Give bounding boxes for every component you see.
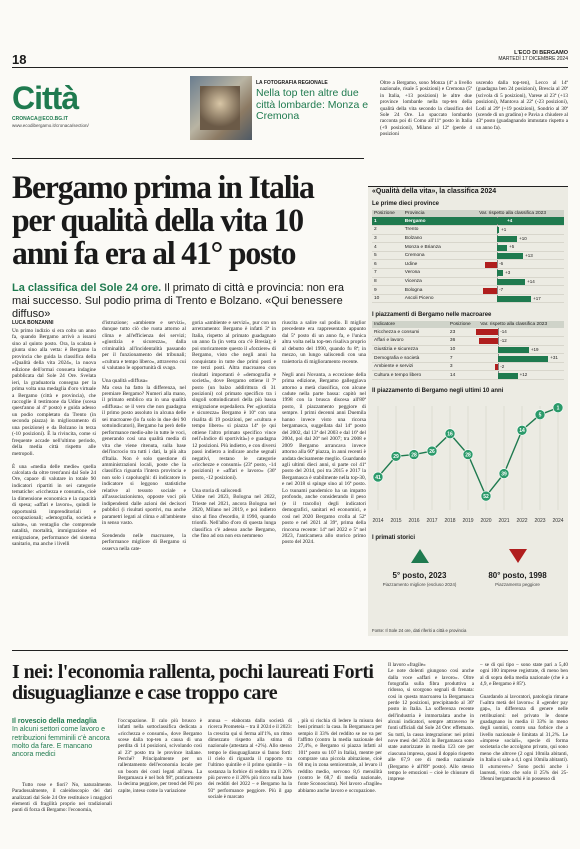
- province-variation-bar: [497, 236, 517, 242]
- deck-text: Il primato di città e provincia: non era mai successo. Sul podio prima di Trento e Bolzano. «Qui benessere diffuso»: [12, 282, 344, 320]
- province-variation-label: +14: [527, 278, 535, 284]
- macro-variation-label: +19: [530, 346, 539, 352]
- macro-position: 23: [448, 328, 478, 337]
- province-variation-label: +5: [509, 244, 515, 250]
- province-variation: [477, 217, 564, 226]
- second-kicker: [12, 718, 112, 759]
- kicker-text: In alcuni settori come lavoro e retribuzioni femminili c'è ancora molto da fare. E mancano ancora medici: [12, 726, 110, 759]
- article-column-2: d'istruzione; «ambiente e servizi», dunque tutto ciò che ruota attorno al clima e all'efficienza dei servizi; «giustizia e sicurezza», dalla criminalità all'incidentalità passando per il funzionamento dei tribunali; «cultura e tempo libero», attraverso cui si valutano le opportunità di svago. Una qualità «diffusa» Ma cosa ha fatto la differenza, nel premiare Bergamo? Numeri alla mano, il primato emblico sta in una qualità «diffusa»: se il vero che non guadagna il primo posto assoluto in alcuna delle sei macroaree (lo fa solo in due dei 90 sottoindicatori), Bergamo ha però delle performance medio-alte in tutte le voci, generando così una qualità media di vita che viene ritenuta, sulla base dell'incrocio tra tutti i dati, la più alta d'Italia. Non è solo questione di amministrazioni locali, poste che la classifica riguarda l'intera provincia e non solo i capoluoghi: di indicatore in indicatore si leggono statistiche relative al tessuto sociale e all'associazionismo, opposte voci più indipendenti dalle azioni dei decisori pubblici (i risultati sportivi, ma anche parametri legati al clima e all'ambiente in senso vasto. Scendendo nelle macroaree, la performance migliore di Bergamo si osserva nella cate-: [102, 320, 186, 552]
- province-row: [372, 243, 564, 252]
- deck-lead: La classifica del Sole 24 ore.: [12, 282, 162, 294]
- col-variation: Var. rispetto alla classifica 2023: [477, 210, 564, 217]
- macro-position: 7: [448, 354, 478, 363]
- ranking-value-label: 28: [465, 452, 471, 459]
- macro-row: [372, 345, 564, 354]
- macro-variation-label: +12: [519, 372, 528, 378]
- ranking-line-chart: [372, 398, 564, 528]
- x-tick-label: 2017: [426, 518, 438, 524]
- macro-variation-bar: [498, 373, 517, 379]
- province-variation-label: +17: [533, 295, 541, 301]
- macro-name: Demografia e società: [372, 354, 448, 363]
- province-variation-bar: [497, 296, 531, 302]
- x-tick-label: 2020: [480, 518, 492, 524]
- macro-name: Giustizia e sicurezza: [372, 345, 448, 354]
- macro-variation-bar: [498, 356, 548, 362]
- macro-row: [372, 328, 564, 337]
- col-province: Provincia: [403, 210, 477, 217]
- province-name: Monza e Brianza: [403, 243, 477, 252]
- macro-position: 14: [448, 371, 478, 380]
- province-variation-label: -7: [499, 287, 504, 293]
- province-variation-label: +10: [519, 235, 527, 241]
- ranking-value-label: 16: [447, 431, 453, 438]
- teaser-column-2: uscendo dalla top-ten), Lecco al 14ª (guadagna ben 24 posizioni), Brescia al 20ª (scivola di 5 posizioni), Varese al 23ª (+13 posizioni), Mantova al 22ª (-23 posizioni), Lodi al 29ª (+19 posizioni), Sondrio al 30ª (scende di un gradino) e Pavia a chiudere al 43ª posto (guadagnando immutato rispetto a un anno fa).: [476, 80, 568, 131]
- macro-variation-label: -12: [500, 338, 507, 344]
- ranking-value-label: 5: [538, 412, 542, 419]
- second-column-3: annua – elaborata dalla società di ricerca Prometeia – tra il 2024 e il 2023: la crescita qui si ferma all'1%, un ritmo dimezzato rispetto alla stima di nazionale (attestata al +2%). Allo stesso tempo le disuguaglianze si fanno forti: il cielo di riguarda il rapporto tra l'ultimo quintile e il primo quintile – in sostanza la forbice di reddito tra il 20% più povero e il 20% più ricco sulla base dei redditi del 2022 – e Bergamo ha la 93ª performance peggiore. Più il gap sociale è marcato: [208, 718, 292, 801]
- province-variation: [477, 234, 564, 243]
- province-position: 3: [372, 234, 403, 243]
- macro-variation: [478, 354, 564, 363]
- macro-name: Cultura e tempo libero: [372, 371, 448, 380]
- first-best: [372, 548, 467, 620]
- ranking-value-label: 52: [483, 493, 489, 500]
- article-column-4: riuscita a salire sul podio. Il miglior precedente era rappresentato appunto dal 5ª posto di un anno fa, e l'unica altra volta nella top-ten risaliva proprio al debutto del 1990, quando fu 8ª; in mezzo, un lungo saliscendi con una traiettoria di miglioramento recente. Negli anni Novanta, a eccezione della prima edizione, Bergamo galleggiava attorno a metà classifica, con alcune cadute nella parte bassa: capitò nel 1998 con la brusca discesa all'80ª posto, il piazzamento peggiore di sempre. I primi decenni anni Duemila hanno invece visto una ricorsa bergamasca, suggellata dal 14ª posto del 2002, dal 13ª del 2003 e dal 16ª del 2004, poi dal 20ª nel 2007; tra 2008 e 2009 Bergamo arrancava invece attorno alla 60ª piazza, in anni recenti è andata decisamente meglio. Guardando agli ultimi dieci anni, si parte col 41ª posto del 2014, poi tra 2015 e 2017 la Bergamasca è stabilmente nella top-30, e nel 2018 si spinge sino al 16ª posto. Lo tsunami pandemico ha un impatto profondo, anche considerando il peso (e il tracollo) degli indicatori demografici, sanitari ed economici, e così nel 2020 Bergamo crolla al 52ª posto e nel 2021 al 39ª, prima della rincorsa recente: 14ª nel 2022 e 5ª nel 2023, l'anticamera allo storico primo posto del 2024.: [282, 320, 366, 546]
- section-title: Città: [12, 80, 79, 116]
- province-name: Vicenza: [403, 277, 477, 286]
- province-name: Cremona: [403, 251, 477, 260]
- x-tick-label: 2014: [372, 518, 384, 524]
- macro-variation-label: -14: [500, 329, 507, 334]
- best-label: Piazzamento migliore (escluso 2024): [382, 582, 457, 587]
- x-tick-label: 2015: [390, 518, 402, 524]
- x-tick-label: 2018: [444, 518, 456, 524]
- province-variation-bar: [497, 218, 505, 224]
- x-tick-label: 2016: [408, 518, 420, 524]
- ranking-value-label: 41: [375, 474, 381, 481]
- second-headline: I nei: l'economia rallenta, pochi laureati Forti disuguaglianze e case troppo care: [12, 661, 374, 704]
- page-number: 18: [12, 52, 27, 67]
- province-variation: [477, 251, 564, 260]
- ranking-value-label: 28: [411, 452, 417, 459]
- province-position: 2: [372, 226, 403, 235]
- province-variation-bar: [497, 270, 503, 276]
- section-email[interactable]: CRONACA@ECO.BG.IT: [12, 116, 68, 122]
- province-row: [372, 251, 564, 260]
- line-chart-title: Il piazzamento di Bergamo negli ultimi 10 anni: [372, 388, 504, 394]
- col-macro-variation: Var. rispetto alla classifica 2023: [478, 321, 564, 328]
- province-position: 8: [372, 277, 403, 286]
- x-tick-label: 2019: [462, 518, 474, 524]
- province-name: Bologna: [403, 286, 477, 295]
- article-deck: [12, 282, 364, 321]
- infobox-title: «Qualità della vita», la classifica 2024: [372, 188, 497, 195]
- provinces-title: Le prime dieci province: [372, 201, 440, 207]
- col-indicator: Indicatore: [372, 321, 448, 328]
- macro-variation-bar: [476, 329, 499, 335]
- macro-variation: [478, 345, 564, 354]
- second-column-4: , più si rischia di ledere la misura dei beni primari: la casa. In Bergamasca per sempio il 33% del reddito se ne va per l'affitto (contro la media nazionale del 27,4%, e Bergamo si piazza infatti al 101ª posto su 107 in Italia), mentre per comprare una piccola abitazione, cioè 60 mq in zona semicentrale, al levaro il reddito medio, servono 8,6 mensilità (contro le 68,7 di media nazionale, fonte Sconosciuta). Nel lavoro «fragile» abbiamo anche lavoro e occupazione.: [298, 718, 382, 794]
- province-variation: [477, 286, 564, 295]
- province-name: Trento: [403, 226, 477, 235]
- macro-variation: [478, 328, 564, 337]
- province-variation-label: +4: [507, 218, 513, 223]
- first-worst: [470, 548, 565, 620]
- province-variation-bar: [485, 262, 497, 268]
- teaser-headline: Nella top ten altre due città lombarde: Monza e Cremona: [256, 87, 369, 122]
- byline: LUCA BONZANNI: [12, 320, 54, 326]
- issue-date: MARTEDÌ 17 DICEMBRE 2024: [498, 56, 568, 62]
- x-tick-label: 2023: [534, 518, 546, 524]
- col-macro-position: Posizione: [448, 321, 478, 328]
- province-variation: [477, 243, 564, 252]
- macro-variation-label: -2: [500, 363, 505, 369]
- province-variation: [477, 260, 564, 269]
- province-position: 6: [372, 260, 403, 269]
- macro-name: Ambiente e servizi: [372, 362, 448, 371]
- triangle-up-icon: [410, 548, 430, 564]
- macro-variation: [478, 337, 564, 346]
- province-variation-label: -6: [499, 261, 504, 267]
- ranking-value-label: 39: [501, 471, 507, 478]
- ranking-value-label: 29: [393, 454, 399, 461]
- province-variation: [477, 277, 564, 286]
- province-position: 9: [372, 286, 403, 295]
- province-row: [372, 286, 564, 295]
- teaser-photo: [190, 76, 252, 140]
- macro-header-row: [372, 321, 564, 328]
- province-row: [372, 260, 564, 269]
- province-variation-label: +3: [505, 270, 511, 276]
- province-variation: [477, 294, 564, 303]
- x-tick-label: 2021: [498, 518, 510, 524]
- paper-name: L'ECO DI BERGAMO: [514, 50, 568, 56]
- macro-position: 3: [448, 362, 478, 371]
- macro-row: [372, 362, 564, 371]
- headline-rule: [12, 158, 364, 159]
- ranking-value-label: 1: [556, 405, 560, 412]
- top-rule: [12, 67, 568, 68]
- ranking-value-label: 14: [519, 428, 525, 435]
- province-variation-bar: [497, 253, 523, 259]
- province-variation-bar: [497, 279, 525, 285]
- kicker-lead: Il rovescio della medaglia: [12, 718, 97, 725]
- macro-variation: [478, 371, 564, 380]
- x-tick-label: 2022: [516, 518, 528, 524]
- province-position: 7: [372, 269, 403, 278]
- firsts-title: I primati storici: [372, 535, 416, 541]
- provinces-header-row: [372, 210, 564, 217]
- macro-row: [372, 354, 564, 363]
- macro-name: Ricchezza e consumi: [372, 328, 448, 337]
- province-position: 4: [372, 243, 403, 252]
- teaser-kicker: LA FOTOGRAFIA REGIONALE: [256, 80, 328, 86]
- province-variation: [477, 226, 564, 235]
- second-column-2: l'occupazione. Il calo più brusco è infatti nella sottoclassifica dedicata a «ricchezza e consumi», dove Bergamo scese dalla top-ten a causa di una perdita di 14 posizioni, scivolando così al 23ª posto tra le province italiane. Perché? Principalmente per un rallentamento dell'economia locale per un boom dei costi legati all'area. La Bergamasca è nel boh 98ª, praticamente la decima peggiore, per trend del Pil pro capite, inteso come la variazione: [118, 718, 202, 794]
- macro-variation-label: +31: [550, 355, 558, 361]
- worst-rank: 80° posto, 1998: [488, 571, 547, 580]
- second-column-1: Tutto rose e fiori? No, naturalmente. Paradossalmente, il caleidoscopio dei dati analizzati dal Sole 24 Ore restituisce i maggiori elementi di fragilità proprio nei tradizionali punti di forza di Bergamo: l'economia,: [12, 782, 112, 814]
- worst-label: Piazzamento peggiore: [495, 582, 540, 587]
- second-column-6: – se di qui tipo – sono state pari a 5,40 ogni 100 imprese registrate, di meno ben al di sopra della media nazionale (che è a 4,9, e Bergamo è 85ª). Guardando ai lavoratori, patologia rimane l'«altra metà del lavoro»: il «gender pay gap», la differenza di genere nelle retribuzioni: nel privato le donne guadagnano in media il 33% in meno degli uomini, contro una forbice che a livello nazionale è limitata al 31,2%. Le «imprese sociali», specie di forma societaria che accolgono privato, qui sono meno che altrove (2 ogni 10mila abitanti, in Italia si sale a 4,1 ogni 10mila abitanti). Il «turnover»? Sono pochi anche i laureati, visto che solo il 25% dei 25-39enni bergamaschi è in possesso di: [480, 662, 568, 783]
- col-position: Posizione: [372, 210, 403, 217]
- section-website[interactable]: www.ecodibergamo.it/cronaca/section/: [12, 123, 89, 128]
- macro-row: [372, 371, 564, 380]
- main-headline: Bergamo prima in Italia per qualità della vita 10 anni fa era al 41° posto: [12, 170, 314, 272]
- macro-position: 10: [448, 345, 478, 354]
- provinces-table: [372, 210, 564, 303]
- province-row: [372, 234, 564, 243]
- macro-row: [372, 337, 564, 346]
- best-rank: 5° posto, 2023: [392, 571, 447, 580]
- province-name: Verona: [403, 269, 477, 278]
- masthead: [498, 50, 568, 62]
- macro-variation-bar: [479, 338, 498, 344]
- source-note: Fonte: Il Sole 24 ore, dati riferiti a città e provincia: [372, 628, 467, 633]
- x-tick-label: 2024: [552, 518, 564, 524]
- province-name: Ascoli Piceno: [403, 294, 477, 303]
- province-name: Bolzano: [403, 234, 477, 243]
- macro-variation-bar: [495, 364, 498, 370]
- macro-variation: [478, 362, 564, 371]
- province-variation: [477, 269, 564, 278]
- article-column-1: Un primo indizio si era colto un anno fa, quando Bergamo arrivò a issarsi sino al quinto posto. Ora, la scalata è giunta sino alla vetta: è Bergamo la provincia che guida la classifica della «Qualità della vita 2024», la nuova edizione dell'ormai consueta indagine pubblicata dal Sole 24 Ore. Svelata ieri, la graduatoria consegna per la prima volta una medaglia d'oro virtuale a Bergamo (città e provincia), che raccoglie il testimone da Udine (scesa quest'anno al 4ª posto) e guida adesso un podio completato da Trento (in seconda piazza) in miglioramento di una posizione) e da Bolzano in terza (-10 posizioni). È la rivincita, come si frequente accade nell'ultimo periodo, della media città rispetto alle metropoli. È una «media delle medie» quella calcolata da oltre trent'anni dal Sole 24 Ore, capace di valutare in totale 90 indicatori ripartiti in sei categorie tematiche: «ricchezza e consumi», cioè la dimensione economica e la capacità di spesa; «affari e lavoro», quindi le opportunità imprenditoriali e occupazionali; «demografia, società e salute», un ventaglio che comprende natalità, mortalità, immigrazione ed emigrazione, performance del sistema sanitario, ma anche i livelli: [12, 328, 96, 547]
- macro-title: I piazzamenti di Bergamo nelle macroaree: [372, 312, 492, 318]
- triangle-down-icon: [508, 548, 528, 564]
- province-row: [372, 294, 564, 303]
- second-column-5: Il lavoro «fragile» Le note dolenti giungono così anche dalla voce «affari e lavoro». Oltre fotografia sulla fibra produttiva a ridosso, si scorgono segnali di frenata: così in questa macroarea la Bergamasca perde 12 posizioni, precipitando al 36ª posto in Italia. La sofferenza recente dell'industria è immortalata anche in alcuni indicatori, sempre attraverso le fonti ufficiali dal Sole 24 Ore: effettuato. Su tutti, la cassa integrazione: nei primi nove mesi del 2024 in Bergamasca sono state autorizzate in media 123 ore per ciascuna impresa, quasi il doppio rispetto alle 67,9 ore di media nazionale (Bergamo è all'89ª posto). Allo stesso tempo le emozioni – cioè le chiusure di imprese: [388, 662, 474, 783]
- macro-name: Affari e lavoro: [372, 337, 448, 346]
- macro-variation-bar: [498, 347, 529, 353]
- province-variation-label: +1: [501, 227, 507, 233]
- province-variation-label: +13: [525, 252, 533, 258]
- province-variation-bar: [497, 227, 499, 233]
- province-variation-bar: [497, 245, 507, 251]
- province-variation-bar: [483, 288, 497, 294]
- province-name: Udine: [403, 260, 477, 269]
- province-position: 1: [372, 217, 403, 226]
- province-position: 5: [372, 251, 403, 260]
- photo-subject: [200, 86, 240, 130]
- province-row: [372, 217, 564, 226]
- article-column-3: goria «ambiente e servizi», pur con un arretramento: Bergamo è infatti 3ª in Italia, rispetto al primato guadagnato un anno fa (in vetta ora c'è Bresia); è poi storicamente questo il «forziere» di Bergamo, visto che negli anni ha conquistato in tutte due primi posti e tre terzi posti. Altra macroarea con risultati importanti è «demografia e società», dove Bergamo ottiene il 7ª posto (un balzo addirittura di 31 posizioni) col primato specifico tra i singoli sottoindicatori della più bassa emigrazione ospedaliera. Per «giustizia e sicurezza» Bergamo è 10ª con una risalita di 19 posizioni, per «cultura e tempo libero» si piazza 14ª (e qui ottiene l'altro primato specifico vince nell'«Indice di sportività») e guadagna 12 posizioni. Più indietro, e con diversi passi indietro a indicare anche segnali negativi, restano le categorie «ricchezze e consumi» (23ª posto, -14 posizioni) e «affari e lavoro» (36ª posto, -12 posizioni). Una storia di saliscendi Udine nel 2023, Bologna nel 2022, Trieste nel 2021, ancora Bologna nel 2020, Milano nel 2019, e poi indietro sino al fino d'esordio, il 1990, quando trionfò. Nell'albo d'oro di questa lunga classifica c'è adesso anche Bergamo, che fino ad ora non era nemmeno: [192, 320, 276, 539]
- province-position: 10: [372, 294, 403, 303]
- macro-table: [372, 321, 564, 380]
- ranking-value-label: 26: [429, 448, 435, 455]
- province-row: [372, 269, 564, 278]
- teaser-column-1: Oltre a Bergamo, sono Monza (4ª a livello nazionale, risale 5 posizioni) e Cremona (5ª in Italia, +13 posizioni) le altre due province lombarde nella top-ten della qualità della vita secondo la classifica del Sole 24 Ore. Lo spaccato lombardo racconta poi di Como all'11ª posto in Italia (+9 posizioni), Milano al 12ª (perde 4 posizioni: [380, 80, 472, 138]
- bottom-rule: [12, 650, 568, 651]
- province-name: Bergamo: [403, 217, 477, 226]
- macro-position: 36: [448, 337, 478, 346]
- province-row: [372, 277, 564, 286]
- province-row: [372, 226, 564, 235]
